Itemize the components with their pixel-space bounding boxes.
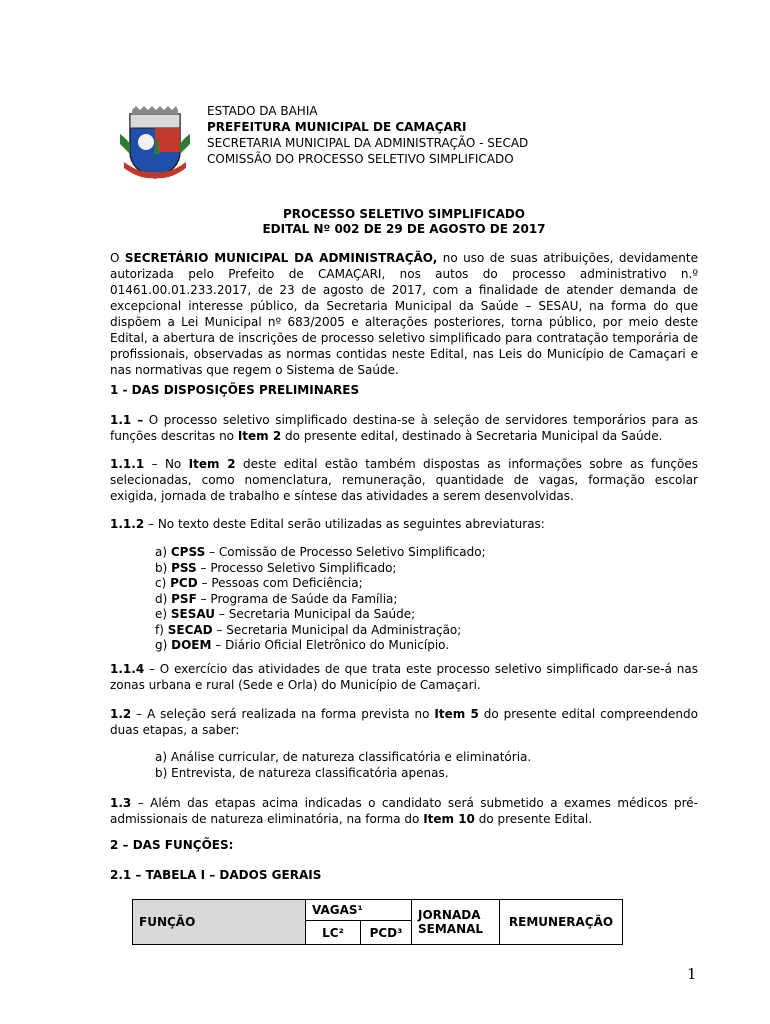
- paragraph-1-1-2-number: 1.1.2: [110, 517, 145, 531]
- paragraph-1-1-1: [110, 456, 698, 504]
- paragraph-1-1-text-b: do presente edital, destinado à Secretaria Municipal da Saúde.: [285, 429, 663, 443]
- section-2-heading: 2 – DAS FUNÇÕES:: [110, 838, 234, 852]
- paragraph-1-1-item: Item 2: [237, 429, 282, 443]
- paragraph-1-2-item: Item 5: [434, 707, 479, 721]
- table-header-lc: LC²: [306, 921, 361, 945]
- paragraph-1-1-number: 1.1 –: [110, 413, 144, 427]
- paragraph-1-2-text-a: – A seleção será realizada na forma prevista no: [136, 707, 430, 721]
- paragraph-1-1-4-number: 1.1.4: [110, 662, 145, 676]
- intro-paragraph: [110, 250, 698, 378]
- list-item: c) PCD – Pessoas com Deficiência;: [155, 576, 363, 590]
- table-header-funcao: FUNÇÃO: [133, 900, 306, 945]
- list-item: g) DOEM – Diário Oficial Eletrônico do Município.: [155, 638, 450, 652]
- table-header-pcd: PCD³: [361, 921, 412, 945]
- header-prefeitura: PREFEITURA MUNICIPAL DE CAMAÇARI: [207, 120, 467, 134]
- list-item: b) PSS – Processo Seletivo Simplificado;: [155, 560, 397, 575]
- paragraph-1-3-item: Item 10: [423, 812, 475, 826]
- paragraph-1-3-number: 1.3: [110, 796, 132, 810]
- etapas-list: [155, 750, 531, 781]
- paragraph-1-3-text-b: do presente Edital.: [478, 812, 593, 826]
- header-secretaria: SECRETARIA MUNICIPAL DA ADMINISTRAÇÃO - SECAD: [207, 136, 529, 150]
- dados-gerais-table: [132, 899, 623, 945]
- list-item: a) Análise curricular, de natureza classificatória e eliminatória.: [155, 750, 532, 764]
- document-subtitle: EDITAL Nº 002 DE 29 DE AGOSTO DE 2017: [262, 222, 546, 236]
- paragraph-1-3: [110, 795, 698, 827]
- paragraph-1-1: [110, 412, 698, 444]
- section-2-1-heading: 2.1 – TABELA I – DADOS GERAIS: [110, 868, 322, 882]
- page-number: 1: [687, 965, 697, 983]
- intro-o: O: [110, 251, 120, 265]
- paragraph-1-2: [110, 706, 698, 738]
- header-comissao: COMISSÃO DO PROCESSO SELETIVO SIMPLIFICADO: [207, 152, 514, 166]
- abbreviation-list: [155, 545, 486, 654]
- paragraph-1-1-1-text-a: – No: [151, 457, 182, 471]
- document-header: [207, 103, 528, 167]
- paragraph-1-3-text-a: – Além das etapas acima indicadas o candidato será submetido a exames médicos pré-admissionais de natureza eliminatória, na forma do: [110, 796, 698, 826]
- list-item: f) SECAD – Secretaria Municipal da Administração;: [155, 622, 462, 637]
- intro-text: no uso de suas atribuições, devidamente autorizada pelo Prefeito de CAMAÇARI, nos autos do processo administrativo n.º 01461.00.01.233.2017, de 23 de agosto de 2017, com a finalidade de atender demanda de excepcional interesse público, da Secretaria Municipal da Saúde – SESAU, na forma do que dispõem a Lei Municipal nº 683/2005 e alterações posteriores, torna público, por meio deste Edital, a abertura de inscrições de processo seletivo simplificado para contratação temporária de profissionais, observadas as normas contidas neste Edital, nas Leis do Município de Camaçari e nas normativas que regem o Sistema de Saúde.: [110, 251, 698, 377]
- list-item: e) SESAU – Secretaria Municipal da Saúde;: [155, 607, 416, 621]
- document-title: PROCESSO SELETIVO SIMPLIFICADO: [282, 207, 526, 221]
- paragraph-1-1-text-a: O processo seletivo simplificado destina-se à seleção de servidores temporários para as funções descritas no: [110, 413, 699, 443]
- paragraph-1-1-1-number: 1.1.1: [110, 457, 145, 471]
- list-item: a) CPSS – Comissão de Processo Seletivo Simplificado;: [155, 545, 486, 559]
- list-item: d) PSF – Programa de Saúde da Família;: [155, 591, 398, 606]
- paragraph-1-1-4: [110, 661, 698, 693]
- municipal-crest-icon: [120, 104, 190, 182]
- paragraph-1-2-number: 1.2: [110, 707, 132, 721]
- table-header-vagas: VAGAS¹: [306, 900, 412, 921]
- paragraph-1-1-2-text: – No texto deste Edital serão utilizadas as seguintes abreviaturas:: [148, 517, 545, 531]
- paragraph-1-1-1-item: Item 2: [188, 457, 236, 471]
- intro-secretario: SECRETÁRIO MUNICIPAL DA ADMINISTRAÇÃO,: [124, 251, 438, 265]
- paragraph-1-2-text-b: do presente edital compreendendo duas etapas, a saber:: [110, 707, 698, 737]
- header-state: ESTADO DA BAHIA: [207, 104, 318, 118]
- list-item: b) Entrevista, de natureza classificatória apenas.: [155, 765, 449, 780]
- paragraph-1-1-2: [110, 516, 698, 532]
- paragraph-1-1-4-text: – O exercício das atividades de que trata este processo seletivo simplificado dar-se-á nas zonas urbana e rural (Sede e Orla) do Município de Camaçari.: [110, 662, 698, 692]
- section-1-heading: 1 - DAS DISPOSIÇÕES PRELIMINARES: [110, 383, 360, 397]
- table-header-jornada: JORNADA SEMANAL: [412, 900, 500, 945]
- table-header-remuneracao: REMUNERAÇÃO: [500, 900, 623, 945]
- paragraph-1-1-1-text-b: deste edital estão também dispostas as informações sobre as funções selecionadas, como nomenclatura, remuneração, quantidade de vagas, formação escolar exigida, jornada de trabalho e síntese das atividades a serem desenvolvidas.: [110, 457, 698, 503]
